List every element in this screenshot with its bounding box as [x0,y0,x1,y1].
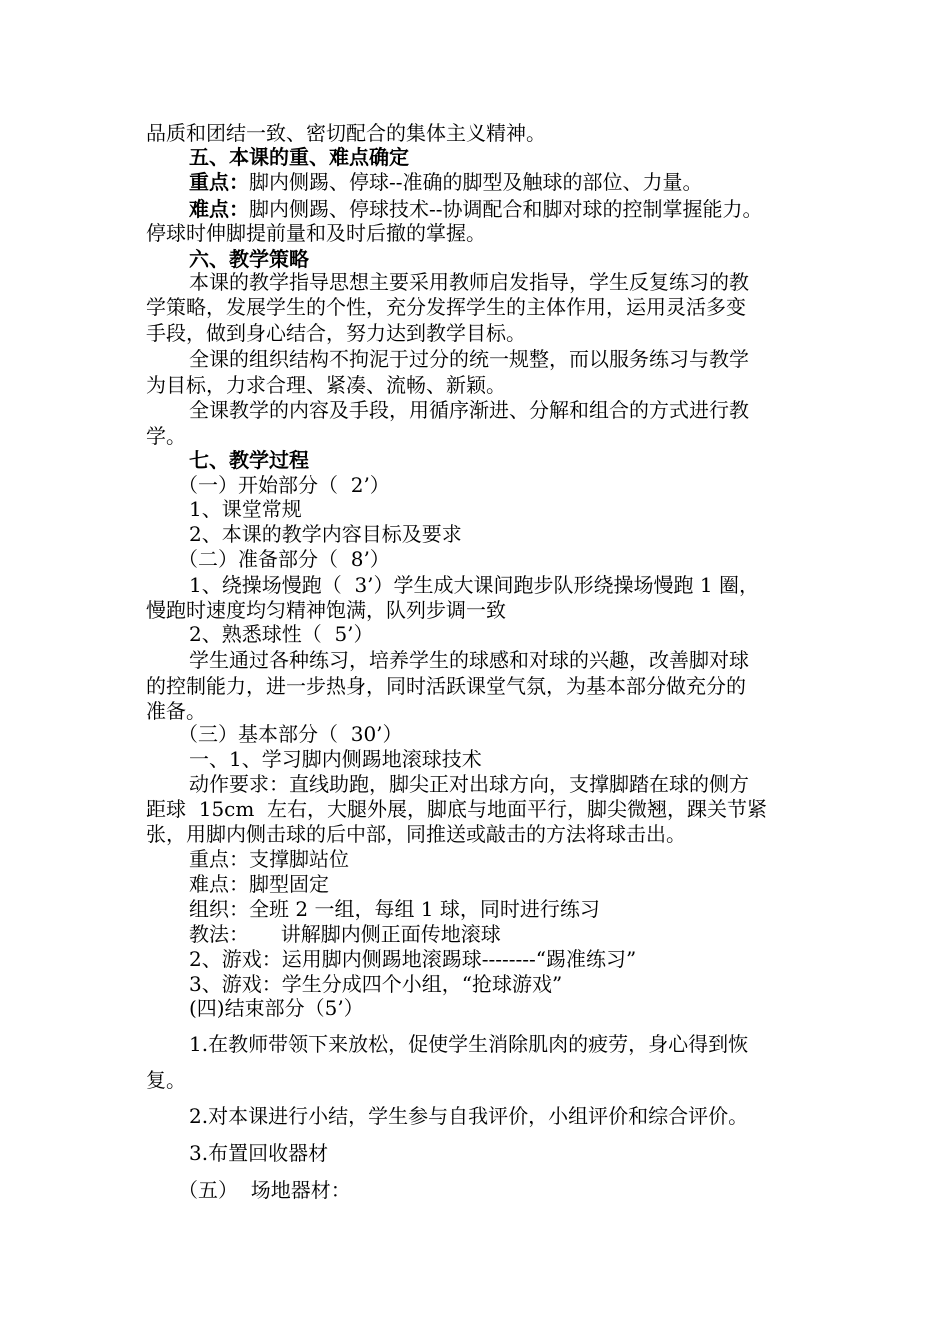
text-line [189,170,869,194]
section-heading: 六、教学策略 [189,247,309,271]
text-line [189,197,869,221]
text-line: 2、游戏：运用脚内侧踢地滚踢球--------“踢准练习” [189,947,637,971]
text-line: 难点：脚型固定 [189,872,329,896]
text-line: 2、熟悉球性（ 5’） [189,622,374,646]
text-line: 品质和团结一致、密切配合的集体主义精神。 [146,121,546,145]
text-line: 学。 [146,424,186,448]
text-line: 停球时伸脚提前量和及时后撤的掌握。 [146,221,486,245]
text-line: （三）基本部分（ 30’） [178,722,403,746]
text-line: 学策略，发展学生的个性，充分发挥学生的主体作用，运用灵活多变 [146,295,746,319]
text-line: 的控制能力，进一步热身，同时活跃课堂气氛，为基本部分做充分的 [146,674,746,698]
text-line: 全课的组织结构不拘泥于过分的统一规整，而以服务练习与教学 [189,347,749,371]
text-line: 为目标，力求合理、紧凑、流畅、新颖。 [146,373,506,397]
text-line: 3、游戏：学生分成四个小组，“抢球游戏” [189,972,563,996]
text-line: 距球 15cm 左右，大腿外展，脚底与地面平行，脚尖微翘，踝关节紧 [146,797,768,821]
text-line: 学生通过各种练习，培养学生的球感和对球的兴趣，改善脚对球 [189,648,749,672]
section-heading: 七、教学过程 [189,448,309,472]
text-line: 教法： 讲解脚内侧正面传地滚球 [189,922,501,946]
text-line: 本课的教学指导思想主要采用教师启发指导，学生反复练习的教 [189,270,749,294]
label: 难点： [189,197,249,221]
text-line: （五） 场地器材： [178,1178,351,1202]
text-line: 一、1、学习脚内侧踢地滚球技术 [189,747,482,771]
text-line: 组织：全班 2 一组，每组 1 球，同时进行练习 [189,897,600,921]
text-line: 手段，做到身心结合，努力达到教学目标。 [146,321,526,345]
text-line: 3.布置回收器材 [189,1141,329,1165]
text-line: 1、课堂常规 [189,497,302,521]
text-line: 2.对本课进行小结，学生参与自我评价，小组评价和综合评价。 [189,1104,749,1128]
text-line: 张，用脚内侧击球的后中部，同推送或敲击的方法将球击出。 [146,822,686,846]
label: 重点： [189,170,249,194]
text-line: 慢跑时速度均匀精神饱满，队列步调一致 [146,598,506,622]
section-heading: 五、本课的重、难点确定 [189,145,409,169]
text-line: 动作要求：直线助跑，脚尖正对出球方向，支撑脚踏在球的侧方 [189,772,749,796]
text-line: 2、本课的教学内容目标及要求 [189,522,462,546]
text: 脚内侧踢、停球技术--协调配合和脚对球的控制掌握能力。 [249,197,763,221]
text-line: (四)结束部分（5’） [189,996,364,1020]
text-line: 全课教学的内容及手段，用循序渐进、分解和组合的方式进行教 [189,398,749,422]
text-line: 重点：支撑脚站位 [189,847,349,871]
text: 脚内侧踢、停球--准确的脚型及触球的部位、力量。 [249,170,703,194]
text-line: （一）开始部分（ 2’） [178,473,390,497]
text-line: 复。 [146,1068,186,1092]
text-line: （二）准备部分（ 8’） [178,547,390,571]
text-line: 1.在教师带领下来放松，促使学生消除肌肉的疲劳，身心得到恢 [189,1032,749,1056]
text-line: 准备。 [146,699,206,723]
text-line: 1、绕操场慢跑（ 3’）学生成大课间跑步队形绕操场慢跑 1 圈， [189,573,759,597]
